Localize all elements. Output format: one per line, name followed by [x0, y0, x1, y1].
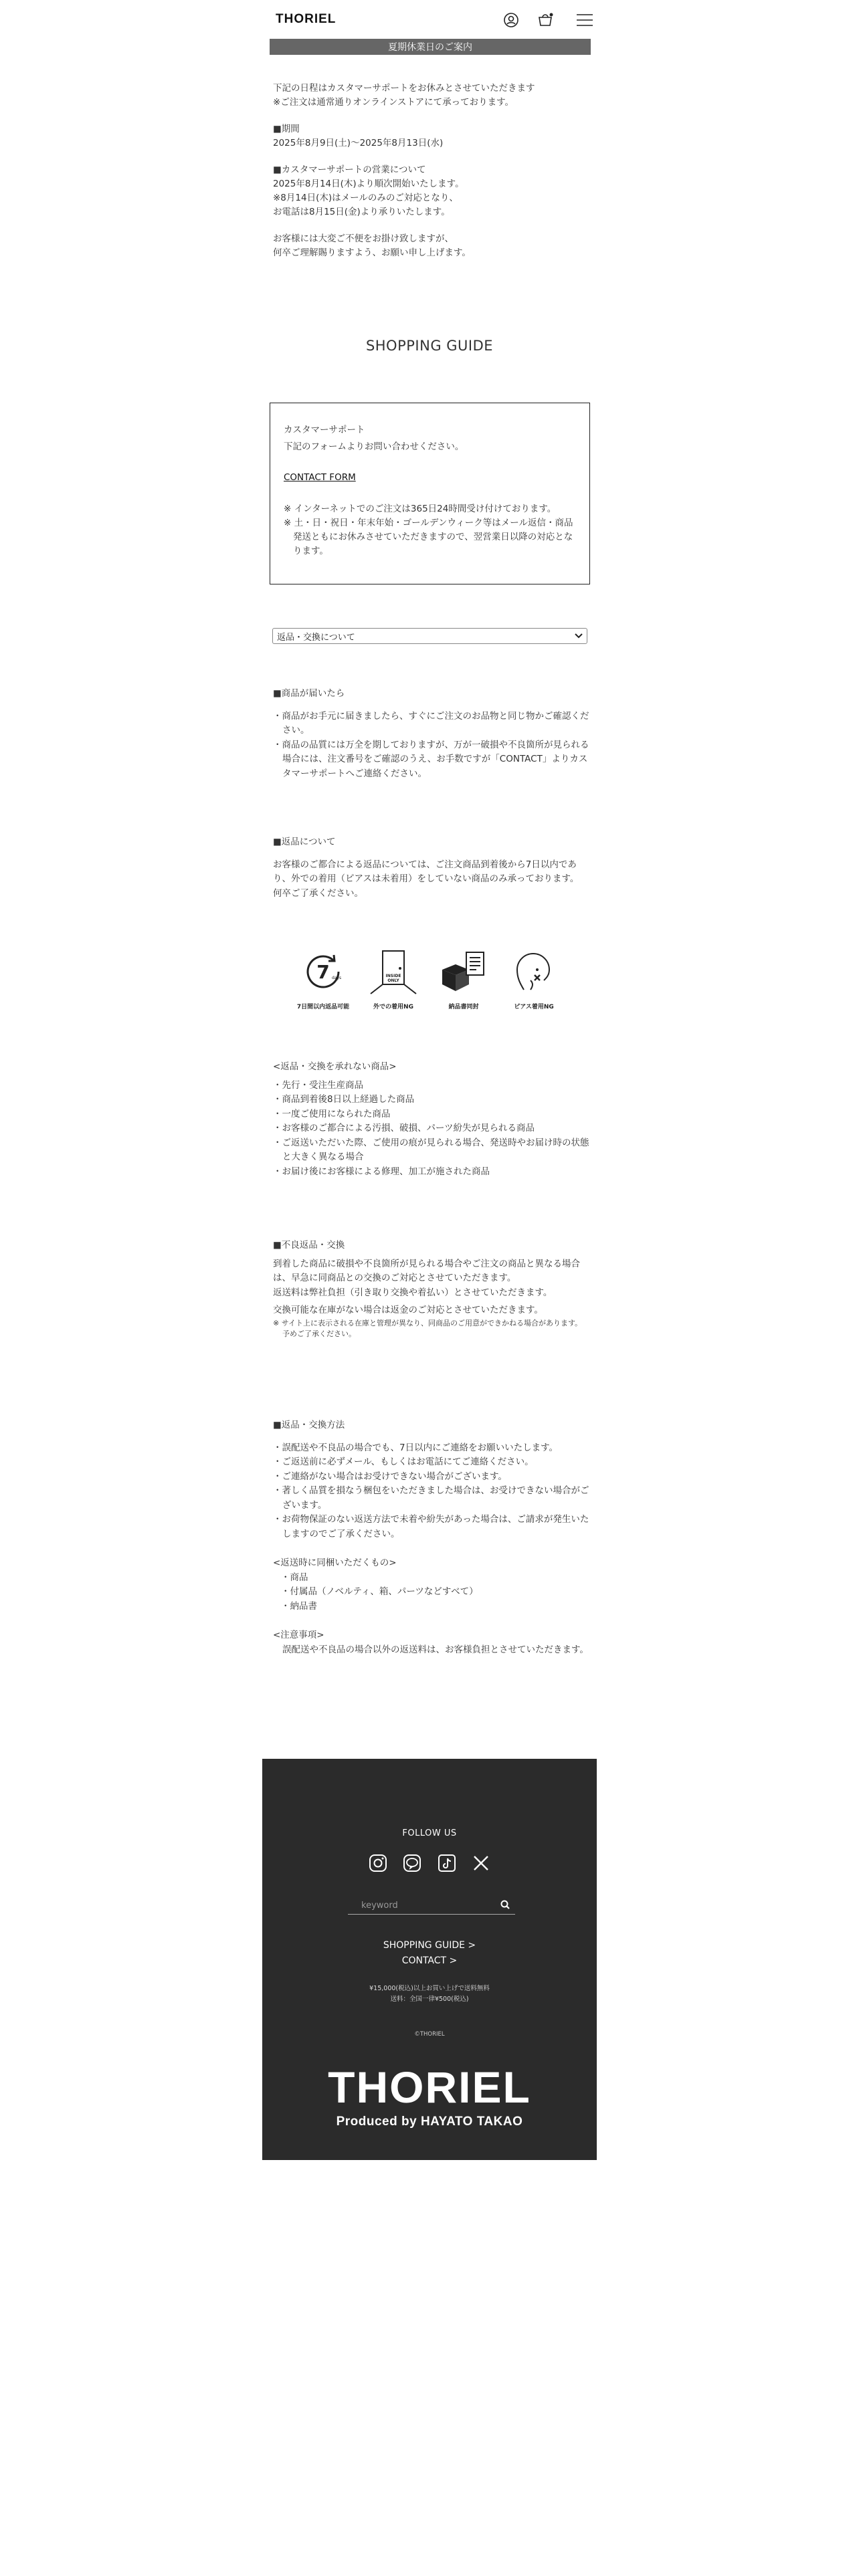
- section-title: ■不良返品・交換: [273, 1240, 345, 1251]
- notice-line: お電話は8月15日(金)より承りいたします。: [273, 207, 450, 217]
- support-note: ※ インターネットでのご注文は365日24時間受け付けております。: [284, 504, 557, 514]
- shipping-line: 送料：全国一律¥500(税込): [390, 1996, 469, 2003]
- shipping-line: ¥15,000(税込)以上お買い上げで送料無料: [369, 1985, 490, 1992]
- search-input[interactable]: [360, 1900, 483, 1911]
- svg-text:7: 7: [316, 961, 330, 983]
- notice-line: 何卒ご理解賜りますよう、お願い申し上げます。: [273, 247, 471, 258]
- return-text: お客様のご都合による返品については、ご注文商品到着後から7日以内であり、外での着用（ピアスは未着用）をしていない商品のみ承っております。: [273, 859, 579, 884]
- notice-line: ■カスタマーサポートの営業について: [273, 165, 426, 175]
- cart-icon[interactable]: [535, 9, 557, 31]
- list-item: ・ご返送前に必ずメール、もしくはお電話にてご連絡ください。: [273, 1457, 534, 1467]
- return-conditions-icons: [293, 948, 574, 1022]
- site-footer: [262, 1759, 597, 2160]
- list-item: ・商品の品質には万全を期しておりますが、万が一破損や不良箇所が見られる場合には、注文番号をご確認のうえ、お手数ですが「CONTACT」よりカスタマーサポートへご連絡ください。: [273, 739, 589, 779]
- defect-text: 返送料は弊社負担（引き取り交換や着払い）とさせていただきます。: [273, 1287, 553, 1298]
- footer-search: [348, 1897, 515, 1915]
- list-item: ・先行・受注生産商品: [273, 1079, 363, 1091]
- list-item: ・著しく品質を損なう梱包をいただきました場合は、お受けできない場合がございます。: [273, 1485, 589, 1511]
- tiktok-icon[interactable]: [435, 1851, 459, 1875]
- line-icon[interactable]: [400, 1851, 424, 1875]
- arrival-section: [273, 687, 590, 781]
- section-title: <返品・交換を承れない商品>: [273, 1061, 397, 1072]
- notice-line: ■期間: [273, 124, 300, 134]
- notice-line: 2025年8月14日(木)より順次開始いたします。: [273, 179, 464, 189]
- defect-note: 予めご了承ください。: [282, 1329, 356, 1338]
- icon-caption: 納品書同封: [448, 1004, 479, 1010]
- section-title: <注意事項>: [273, 1630, 324, 1640]
- notice-line: ※ご注文は通常通りオンラインストアにて承っております。: [273, 97, 514, 108]
- non-returnable-section: [273, 1060, 590, 1179]
- invoice-box-icon: [434, 948, 494, 1010]
- list-item: ・納品書: [281, 1600, 317, 1612]
- icon-caption: 7日間以内返品可能: [296, 1004, 350, 1010]
- section-title: ■商品が届いたら: [273, 688, 345, 699]
- defect-section: [273, 1239, 590, 1339]
- guide-topic-select[interactable]: [272, 628, 587, 644]
- list-item: ・ご連絡がない場合はお受けできない場合がございます。: [273, 1471, 507, 1482]
- hamburger-menu-icon[interactable]: [574, 9, 595, 31]
- svg-text:days: days: [332, 976, 342, 980]
- footer-links: [262, 1938, 597, 1969]
- icon-caption: 外での着用NG: [373, 1004, 413, 1010]
- produced-by-text: Produced by HAYATO TAKAO: [336, 2115, 523, 2129]
- shipping-info: [262, 1983, 597, 2005]
- return-section: [273, 835, 590, 901]
- customer-support-box: [270, 403, 590, 584]
- return-text: 何卒ご了承ください。: [273, 887, 363, 899]
- list-item: ・ご返送いただいた際、ご使用の痕が見られる場合、発送時やお届け時の状態と大きく異なる場合: [273, 1137, 589, 1162]
- defect-text: 交換可能な在庫がない場合は返金のご対応とさせていただきます。: [273, 1305, 543, 1315]
- section-title: ■返品について: [273, 837, 336, 847]
- notice-line: ※8月14日(木)はメールのみのご対応となり、: [273, 193, 458, 203]
- account-icon[interactable]: [500, 9, 522, 31]
- 7-days-icon: [293, 948, 353, 1010]
- list-item: ・お荷物保証のない返送方法で未着や紛失があった場合は、ご請求が発生いたしますのでご了承ください。: [273, 1514, 589, 1539]
- contact-link[interactable]: CONTACT >: [401, 1955, 458, 1966]
- list-item: ・商品がお手元に届きましたら、すぐにご注文のお品物と同じ物かご確認ください。: [273, 710, 589, 736]
- defect-note: ※ サイト上に表示される在庫と管理が異なり、同商品のご用意ができかねる場合があります。: [273, 1318, 583, 1327]
- x-icon[interactable]: [469, 1851, 493, 1875]
- page-title: SHOPPING GUIDE: [365, 338, 494, 354]
- defect-text: 到着した商品に破損や不良箇所が見られる場合やご注文の商品と異なる場合は、早急に同商品との交換のご対応とさせていただきます。: [273, 1258, 580, 1283]
- holiday-banner[interactable]: 夏期休業日のご案内: [270, 39, 591, 55]
- earring-ng-icon: [504, 948, 564, 1010]
- search-icon[interactable]: [500, 1899, 510, 1912]
- list-item: ・お届け後にお客様による修理、加工が施された商品: [273, 1166, 490, 1177]
- svg-text:ONLY: ONLY: [387, 978, 399, 983]
- notice-line: 下記の日程はカスタマーサポートをお休みとさせていただきます: [273, 83, 535, 94]
- caution-text: 誤配送や不良品の場合以外の返送料は、お客様負担とさせていただきます。: [282, 1644, 589, 1655]
- list-item: ・付属品（ノベルティ、箱、パーツなどすべて）: [281, 1586, 478, 1597]
- select-value: 返品・交換について: [277, 632, 355, 643]
- holiday-notice: [273, 82, 587, 273]
- section-title: <返送時に同梱いただくもの>: [273, 1558, 397, 1568]
- support-text: 下記のフォームよりお問い合わせください。: [284, 441, 464, 452]
- notice-line: お客様には大変ご不便をお掛け致しますが、: [273, 233, 454, 244]
- indoor-only-icon: [363, 948, 423, 1010]
- support-title: カスタマーサポート: [284, 425, 365, 435]
- notice-line: 2025年8月9日(土)〜2025年8月13日(水): [273, 138, 444, 148]
- shopping-guide-link[interactable]: SHOPPING GUIDE >: [383, 1940, 476, 1951]
- list-item: ・お客様のご都合による汚損、破損、パーツ紛失が見られる商品: [273, 1123, 535, 1134]
- footer-brand-logo: THORIEL: [328, 2062, 531, 2112]
- site-logo[interactable]: THORIEL: [276, 12, 337, 26]
- method-section: [273, 1418, 590, 1657]
- social-links: [366, 1851, 493, 1875]
- follow-us-label: FOLLOW US: [402, 1828, 457, 1838]
- list-item: ・誤配送や不良品の場合でも、7日以内にご連絡をお願いいたします。: [273, 1442, 559, 1453]
- contact-form-link[interactable]: CONTACT FORM: [284, 472, 356, 483]
- chevron-down-icon: [575, 631, 583, 641]
- icon-caption: ピアス着用NG: [514, 1004, 554, 1010]
- copyright: ©THORIEL: [414, 2031, 445, 2038]
- list-item: ・商品: [281, 1572, 308, 1583]
- section-title: ■返品・交換方法: [273, 1420, 345, 1430]
- instagram-icon[interactable]: [366, 1851, 390, 1875]
- list-item: ・一度ご使用になられた商品: [273, 1108, 391, 1119]
- support-note: ※ 土・日・祝日・年末年始・ゴールデンウィーク等はメール返信・商品発送ともにお休みさせていただきますので、翌営業日以降の対応となります。: [284, 518, 573, 556]
- svg-text:INSIDE: INSIDE: [385, 974, 401, 978]
- list-item: ・商品到着後8日以上経過した商品: [273, 1094, 415, 1105]
